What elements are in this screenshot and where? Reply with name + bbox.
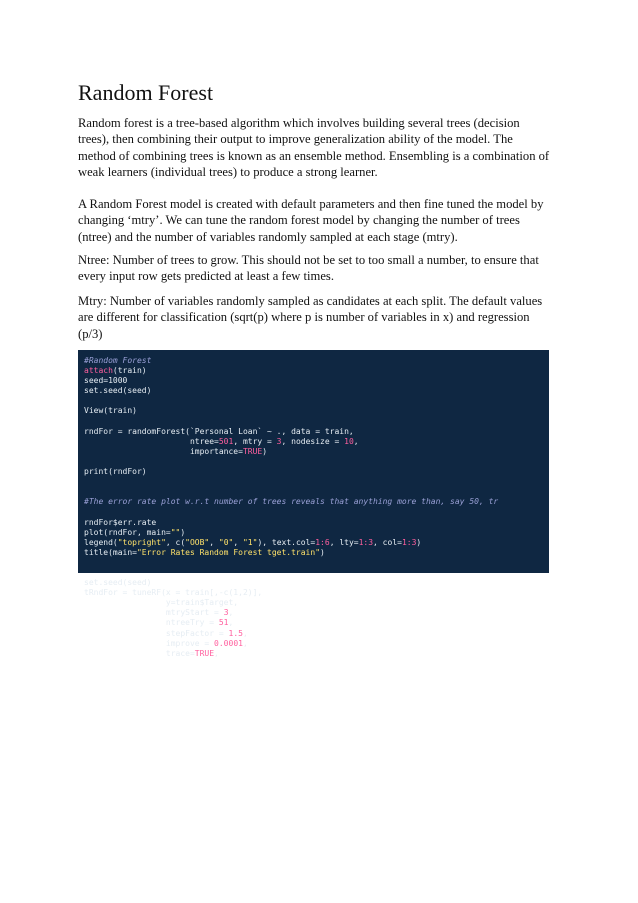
- page-title: Random Forest: [78, 80, 214, 105]
- text-line: Random forest is a tree-based algorithm which involves building several trees (decision: [78, 116, 520, 130]
- code-token: , c(: [165, 537, 186, 547]
- text-line: weak learners (individual trees) to produce a strong learner.: [78, 164, 378, 179]
- code-token: ): [180, 527, 186, 537]
- code-token: ntreeTry =: [84, 618, 219, 628]
- code-token: improve =: [84, 638, 215, 648]
- paragraph-mtry: [78, 293, 564, 342]
- code-line: [84, 406, 498, 416]
- code-line: [84, 558, 498, 568]
- code-token: tRndFor = tuneRF(x = train[,-c(1,2)],: [84, 588, 263, 598]
- code-token: ,: [209, 537, 219, 547]
- code-token: , col=: [373, 537, 402, 547]
- code-token: , nodesize =: [281, 436, 345, 446]
- code-token: trace=: [84, 648, 195, 658]
- code-token: print(rndFor): [84, 467, 147, 477]
- code-line: [84, 427, 498, 437]
- code-token: 1.5: [228, 628, 243, 638]
- code-token: ntree=: [84, 436, 219, 446]
- code-token: 1:6: [315, 537, 330, 547]
- code-screenshot: [78, 350, 549, 658]
- code-token: ,: [214, 648, 219, 658]
- code-token: seed=1000: [84, 376, 128, 386]
- code-token: View(train): [84, 406, 137, 416]
- code-token: mtryStart =: [84, 608, 224, 618]
- code-token: set.seed(seed): [84, 578, 152, 588]
- paragraph-ntree: [78, 252, 564, 285]
- code-token: 10: [344, 436, 354, 446]
- code-line: [84, 497, 498, 507]
- code-line: [84, 477, 498, 487]
- code-token: (train): [112, 366, 147, 376]
- code-token: ,: [233, 537, 243, 547]
- code-line: [84, 467, 498, 477]
- code-token: ,: [353, 436, 359, 446]
- code-token: ), text.col=: [257, 537, 316, 547]
- paragraph-model: [78, 196, 564, 245]
- code-line: [84, 396, 498, 406]
- code-line: [84, 588, 498, 598]
- code-line: [84, 528, 498, 538]
- code-token: ,: [242, 638, 248, 648]
- code-token: , mtry =: [233, 436, 277, 446]
- code-line: [84, 507, 498, 517]
- code-token: #The error rate plot w.r.t number of trees reveals that anything more than, say 50, tr: [84, 497, 499, 507]
- code-line: [84, 618, 498, 628]
- code-token: ): [320, 547, 325, 557]
- code-line: [84, 417, 498, 427]
- code-token: importance=: [84, 446, 243, 456]
- code-token: 51: [218, 618, 229, 628]
- code-lines: [84, 356, 498, 659]
- code-token: "Error Rates Random Forest tget.train": [136, 547, 321, 557]
- code-token: 1:3: [358, 537, 374, 547]
- code-token: title(main=: [84, 547, 137, 557]
- code-line: [84, 639, 498, 649]
- code-line: [84, 376, 498, 386]
- code-token: , lty=: [329, 537, 359, 547]
- code-token: TRUE: [242, 446, 263, 456]
- text-line: method of combining trees is known as an ensemble method. Ensembling is a combination of: [78, 148, 550, 163]
- text-line: (ntree) and the number of variables randomly sampled at each stage (mtry).: [78, 229, 458, 244]
- text-line: trees), then combining their output to improve generalization ability of the model. The: [78, 132, 513, 147]
- text-line: are different for classification (sqrt(p) where p is number of variables in x) and regression: [78, 310, 530, 325]
- code-line: [84, 437, 498, 447]
- text-line: changing ‘mtry’. We can tune the random forest model by changing the number of trees: [78, 213, 520, 228]
- code-line: [84, 649, 498, 659]
- code-token: 501: [218, 436, 234, 446]
- code-line: [84, 598, 498, 608]
- code-line: [84, 629, 498, 639]
- code-line: [84, 366, 498, 376]
- code-token: plot(rndFor, main=: [84, 527, 171, 537]
- code-token: ): [262, 446, 268, 456]
- code-token: 0.0001: [214, 638, 243, 648]
- text-line: Mtry: Number of variables randomly sampled as candidates at each split. The default values: [78, 294, 543, 308]
- code-token: #Random Forest: [84, 356, 152, 365]
- code-token: "": [170, 527, 181, 537]
- code-token: "1": [242, 537, 258, 547]
- code-token: "0": [218, 537, 234, 547]
- text-line: (p/3): [78, 326, 103, 341]
- code-token: 3: [223, 608, 229, 618]
- code-token: ,: [242, 628, 248, 638]
- code-token: attach: [84, 366, 113, 376]
- code-token: ): [416, 537, 422, 547]
- code-line: [84, 538, 498, 548]
- code-token: rndFor$err.rate: [84, 517, 157, 527]
- code-line: [84, 568, 498, 578]
- text-line: A Random Forest model is created with default parameters and then fine tuned the model by: [78, 197, 544, 211]
- code-token: stepFactor =: [84, 628, 229, 638]
- code-token: legend(: [84, 537, 118, 547]
- code-line: [84, 447, 498, 457]
- code-line: [84, 518, 498, 528]
- code-line: [84, 608, 498, 618]
- code-token: TRUE: [194, 648, 215, 658]
- code-line: [84, 457, 498, 467]
- code-token: rndFor = randomForest(`Personal Loan` ~ ., data = train,: [84, 426, 354, 436]
- code-token: 3: [276, 436, 282, 446]
- text-line: every input row gets predicted at least a few times.: [78, 269, 334, 284]
- code-line: [84, 487, 498, 497]
- code-token: ,: [228, 608, 234, 618]
- code-token: "OOB": [185, 537, 210, 547]
- code-token: 1:3: [401, 537, 417, 547]
- code-token: set.seed(seed): [84, 386, 152, 396]
- code-line: [84, 548, 498, 558]
- code-line: [84, 386, 498, 396]
- paragraph-intro: [78, 115, 564, 180]
- text-line: Ntree: Number of trees to grow. This should not be set to too small a number, to ensure that: [78, 253, 539, 267]
- code-line: [84, 578, 498, 588]
- code-token: "topright": [117, 537, 166, 547]
- code-token: ,: [228, 618, 234, 628]
- code-line: [84, 356, 498, 366]
- code-token: y=train$Target,: [84, 598, 239, 608]
